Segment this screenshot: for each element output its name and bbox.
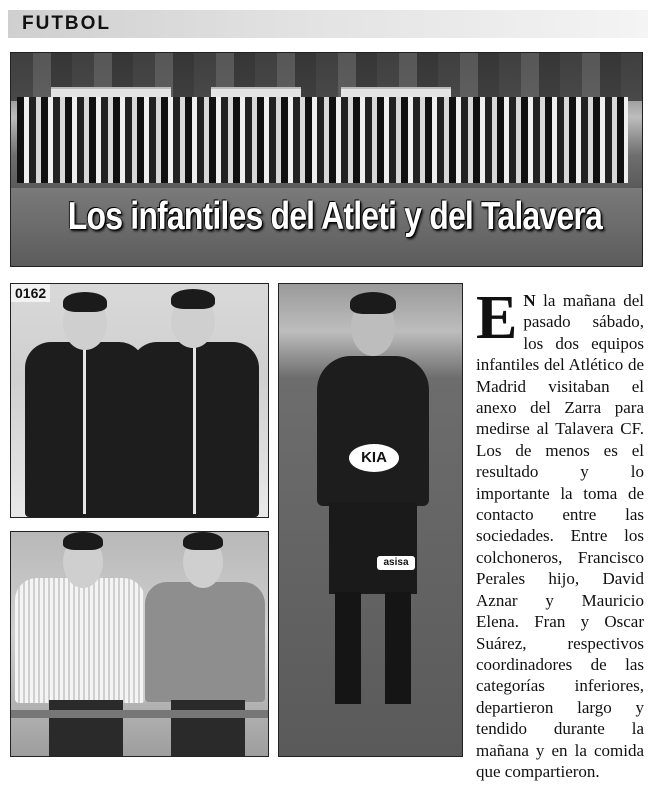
article-body bbox=[476, 284, 644, 782]
railing bbox=[11, 710, 268, 718]
scoreboard-number: 0162 bbox=[11, 284, 50, 302]
coaches-photo-shirts bbox=[10, 531, 269, 757]
article-text: la mañana del pasado sábado, los dos equipos infantiles del Atlético de Madrid visitaban el anexo del Zarra para medirse al Talavera CF. Los de menos es el resultado y lo importante la toma de contacto entre las sociedades. Entre los colchoneros, Francisco Perales hijo, David Aznar y Mauricio Elena. Fran y Oscar Suárez, respectivos coordinadores de las categorías inferiores, departieron largo y tendido durante la mañana y en la comida que compartieron. bbox=[476, 291, 644, 781]
coaches-photo-jackets bbox=[10, 283, 269, 518]
article-dropcap: E bbox=[476, 284, 518, 352]
player-photo bbox=[278, 283, 463, 757]
team-photo bbox=[10, 52, 643, 267]
section-header-bar bbox=[8, 10, 648, 38]
shirt-sponsor-text: KIA bbox=[349, 444, 399, 472]
section-label: FUTBOL bbox=[22, 13, 112, 34]
article-lead-word: N bbox=[523, 291, 536, 310]
players-back-row bbox=[17, 97, 628, 143]
shorts-sponsor-text: asisa bbox=[377, 556, 415, 570]
headline: Los infantiles del Atleti y del Talavera bbox=[67, 195, 602, 238]
players-front-row bbox=[17, 139, 628, 183]
